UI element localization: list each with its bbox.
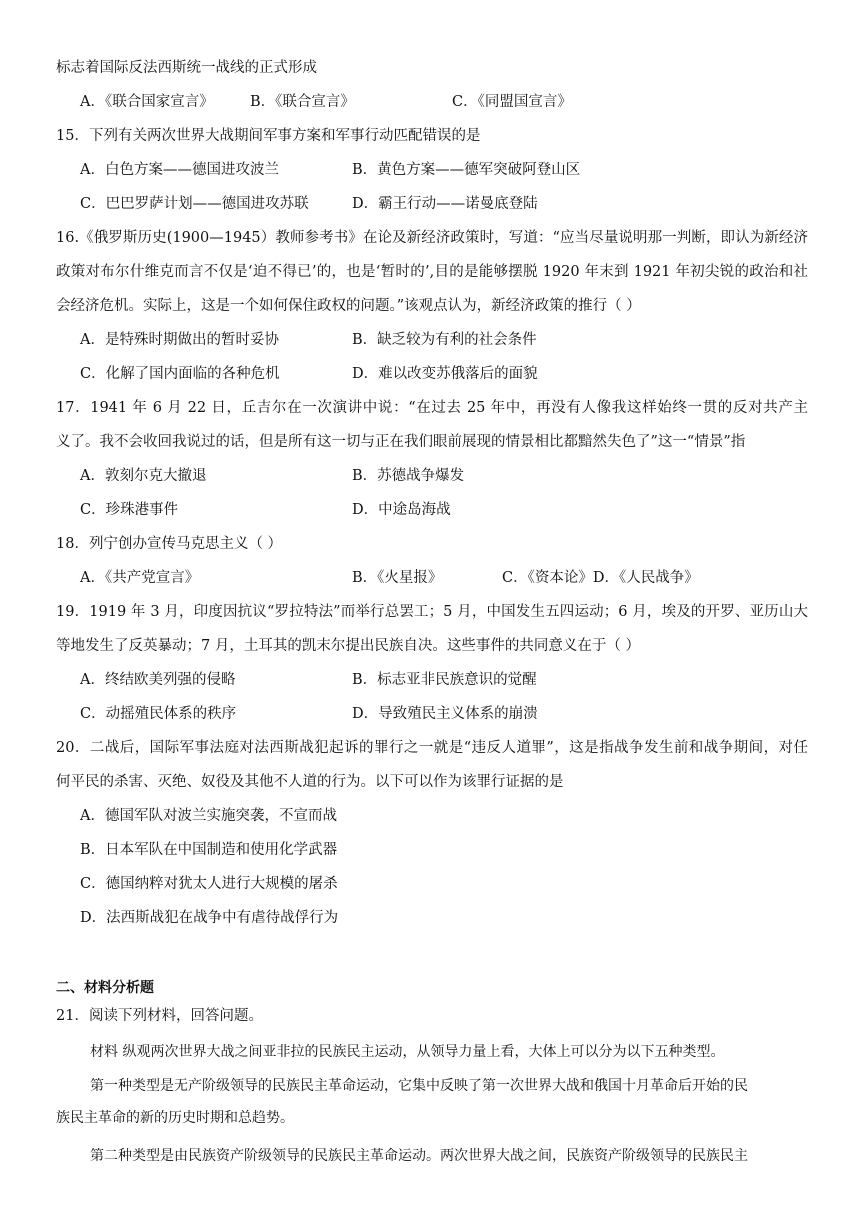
q20-stem-line1: 20．二战后，国际军事法庭对法西斯战犯起诉的罪行之一就是“违反人道罪”，这是指战争发生前和战争期间，对任 [56, 740, 808, 756]
q16-stem-line2: 政策对布尔什维克而言不仅是‘迫不得已’的，也是‘暂时的’,目的是能够摆脱 1920 年末到 1921 年初尖锐的政治和社 [56, 264, 808, 280]
section-heading: 二、材料分析题 [56, 980, 154, 996]
q20-option-c: C．德国纳粹对犹太人进行大规模的屠杀 [80, 876, 338, 892]
q19-stem-line2: 等地发生了反英暴动；7 月，土耳其的凯末尔提出民族自决。这些事件的共同意义在于（ ） [56, 638, 640, 654]
material-type1-line1: 第一种类型是无产阶级领导的民族民主革命运动，它集中反映了第一次世界大战和俄国十月革命后开始的民 [90, 1078, 748, 1094]
material-intro: 材料 纵观两次世界大战之间亚非拉的民族民主运动，从领导力量上看，大体上可以分为以下五种类型。 [90, 1044, 725, 1060]
q19-option-d: D．导致殖民主义体系的崩溃 [352, 706, 538, 722]
q17-option-d: D．中途岛海战 [352, 502, 451, 518]
q17-option-a: A．敦刻尔克大撤退 [80, 468, 207, 484]
q20-stem-line2: 何平民的杀害、灭绝、奴役及其他不人道的行为。以下可以作为该罪行证据的是 [56, 774, 564, 790]
material-type2-line1: 第二种类型是由民族资产阶级领导的民族民主革命运动。两次世界大战之间，民族资产阶级领导的民族民主 [90, 1148, 748, 1164]
q16-option-b: B．缺乏较为有利的社会条件 [352, 332, 537, 348]
q17-stem-line1: 17．1941 年 6 月 22 日，丘吉尔在一次演讲中说：“在过去 25 年中，再没有人像我这样始终一贯的反对共产主 [56, 400, 808, 416]
q14-stem-continuation: 标志着国际反法西斯统一战线的正式形成 [56, 60, 317, 76]
q15-option-a: A．白色方案——德国进攻波兰 [80, 162, 279, 178]
q15-option-c: C．巴巴罗萨计划——德国进攻苏联 [80, 196, 309, 212]
q20-option-d: D．法西斯战犯在战争中有虐待战俘行为 [80, 910, 339, 926]
q18-option-b: B．《火星报》 [352, 570, 443, 586]
q18-option-a: A．《共产党宣言》 [80, 570, 200, 586]
q18-option-cd: C．《资本论》D．《人民战争》 [502, 570, 699, 586]
q14-option-b: B．《联合宣言》 [250, 94, 355, 110]
material-type1-line2: 族民主革命的新的历史时期和总趋势。 [56, 1110, 294, 1126]
q20-option-a: A．德国军队对波兰实施突袭，不宣而战 [80, 808, 337, 824]
q19-option-b: B．标志亚非民族意识的觉醒 [352, 672, 537, 688]
q17-option-b: B．苏德战争爆发 [352, 468, 465, 484]
q15-option-b: B．黄色方案——德军突破阿登山区 [352, 162, 581, 178]
q16-option-d: D．难以改变苏俄落后的面貌 [352, 366, 538, 382]
q20-option-b: B．日本军队在中国制造和使用化学武器 [80, 842, 338, 858]
q14-option-c: C．《同盟国宣言》 [452, 94, 572, 110]
q18-stem: 18．列宁创办宣传马克思主义（ ） [56, 536, 283, 552]
q21-stem: 21．阅读下列材料，回答问题。 [56, 1008, 263, 1024]
q16-option-c: C．化解了国内面临的各种危机 [80, 366, 280, 382]
q17-stem-line2: 义了。我不会收回我说过的话，但是所有这一切与正在我们眼前展现的情景相比都黯然失色了”这一“情景”指 [56, 434, 746, 450]
q16-option-a: A．是特殊时期做出的暂时妥协 [80, 332, 279, 348]
q19-stem-line1: 19．1919 年 3 月，印度因抗议“罗拉特法”而举行总罢工；5 月，中国发生五四运动；6 月，埃及的开罗、亚历山大 [56, 604, 808, 620]
q16-stem-line3: 会经济危机。实际上，这是一个如何保住政权的问题。”该观点认为，新经济政策的推行（ ） [56, 298, 641, 314]
q19-option-c: C．动摇殖民体系的秩序 [80, 706, 237, 722]
q16-stem-line1: 16.《俄罗斯历史(1900—1945）教师参考书》在论及新经济政策时，写道：“应当尽量说明那一判断，即认为新经济 [56, 230, 808, 246]
q14-option-a: A．《联合国家宣言》 [80, 94, 214, 110]
q15-option-d: D．霸王行动——诺曼底登陆 [352, 196, 538, 212]
q15-stem: 15．下列有关两次世界大战期间军事方案和军事行动匹配错误的是 [56, 128, 481, 144]
q19-option-a: A．终结欧美列强的侵略 [80, 672, 236, 688]
q17-option-c: C．珍珠港事件 [80, 502, 179, 518]
